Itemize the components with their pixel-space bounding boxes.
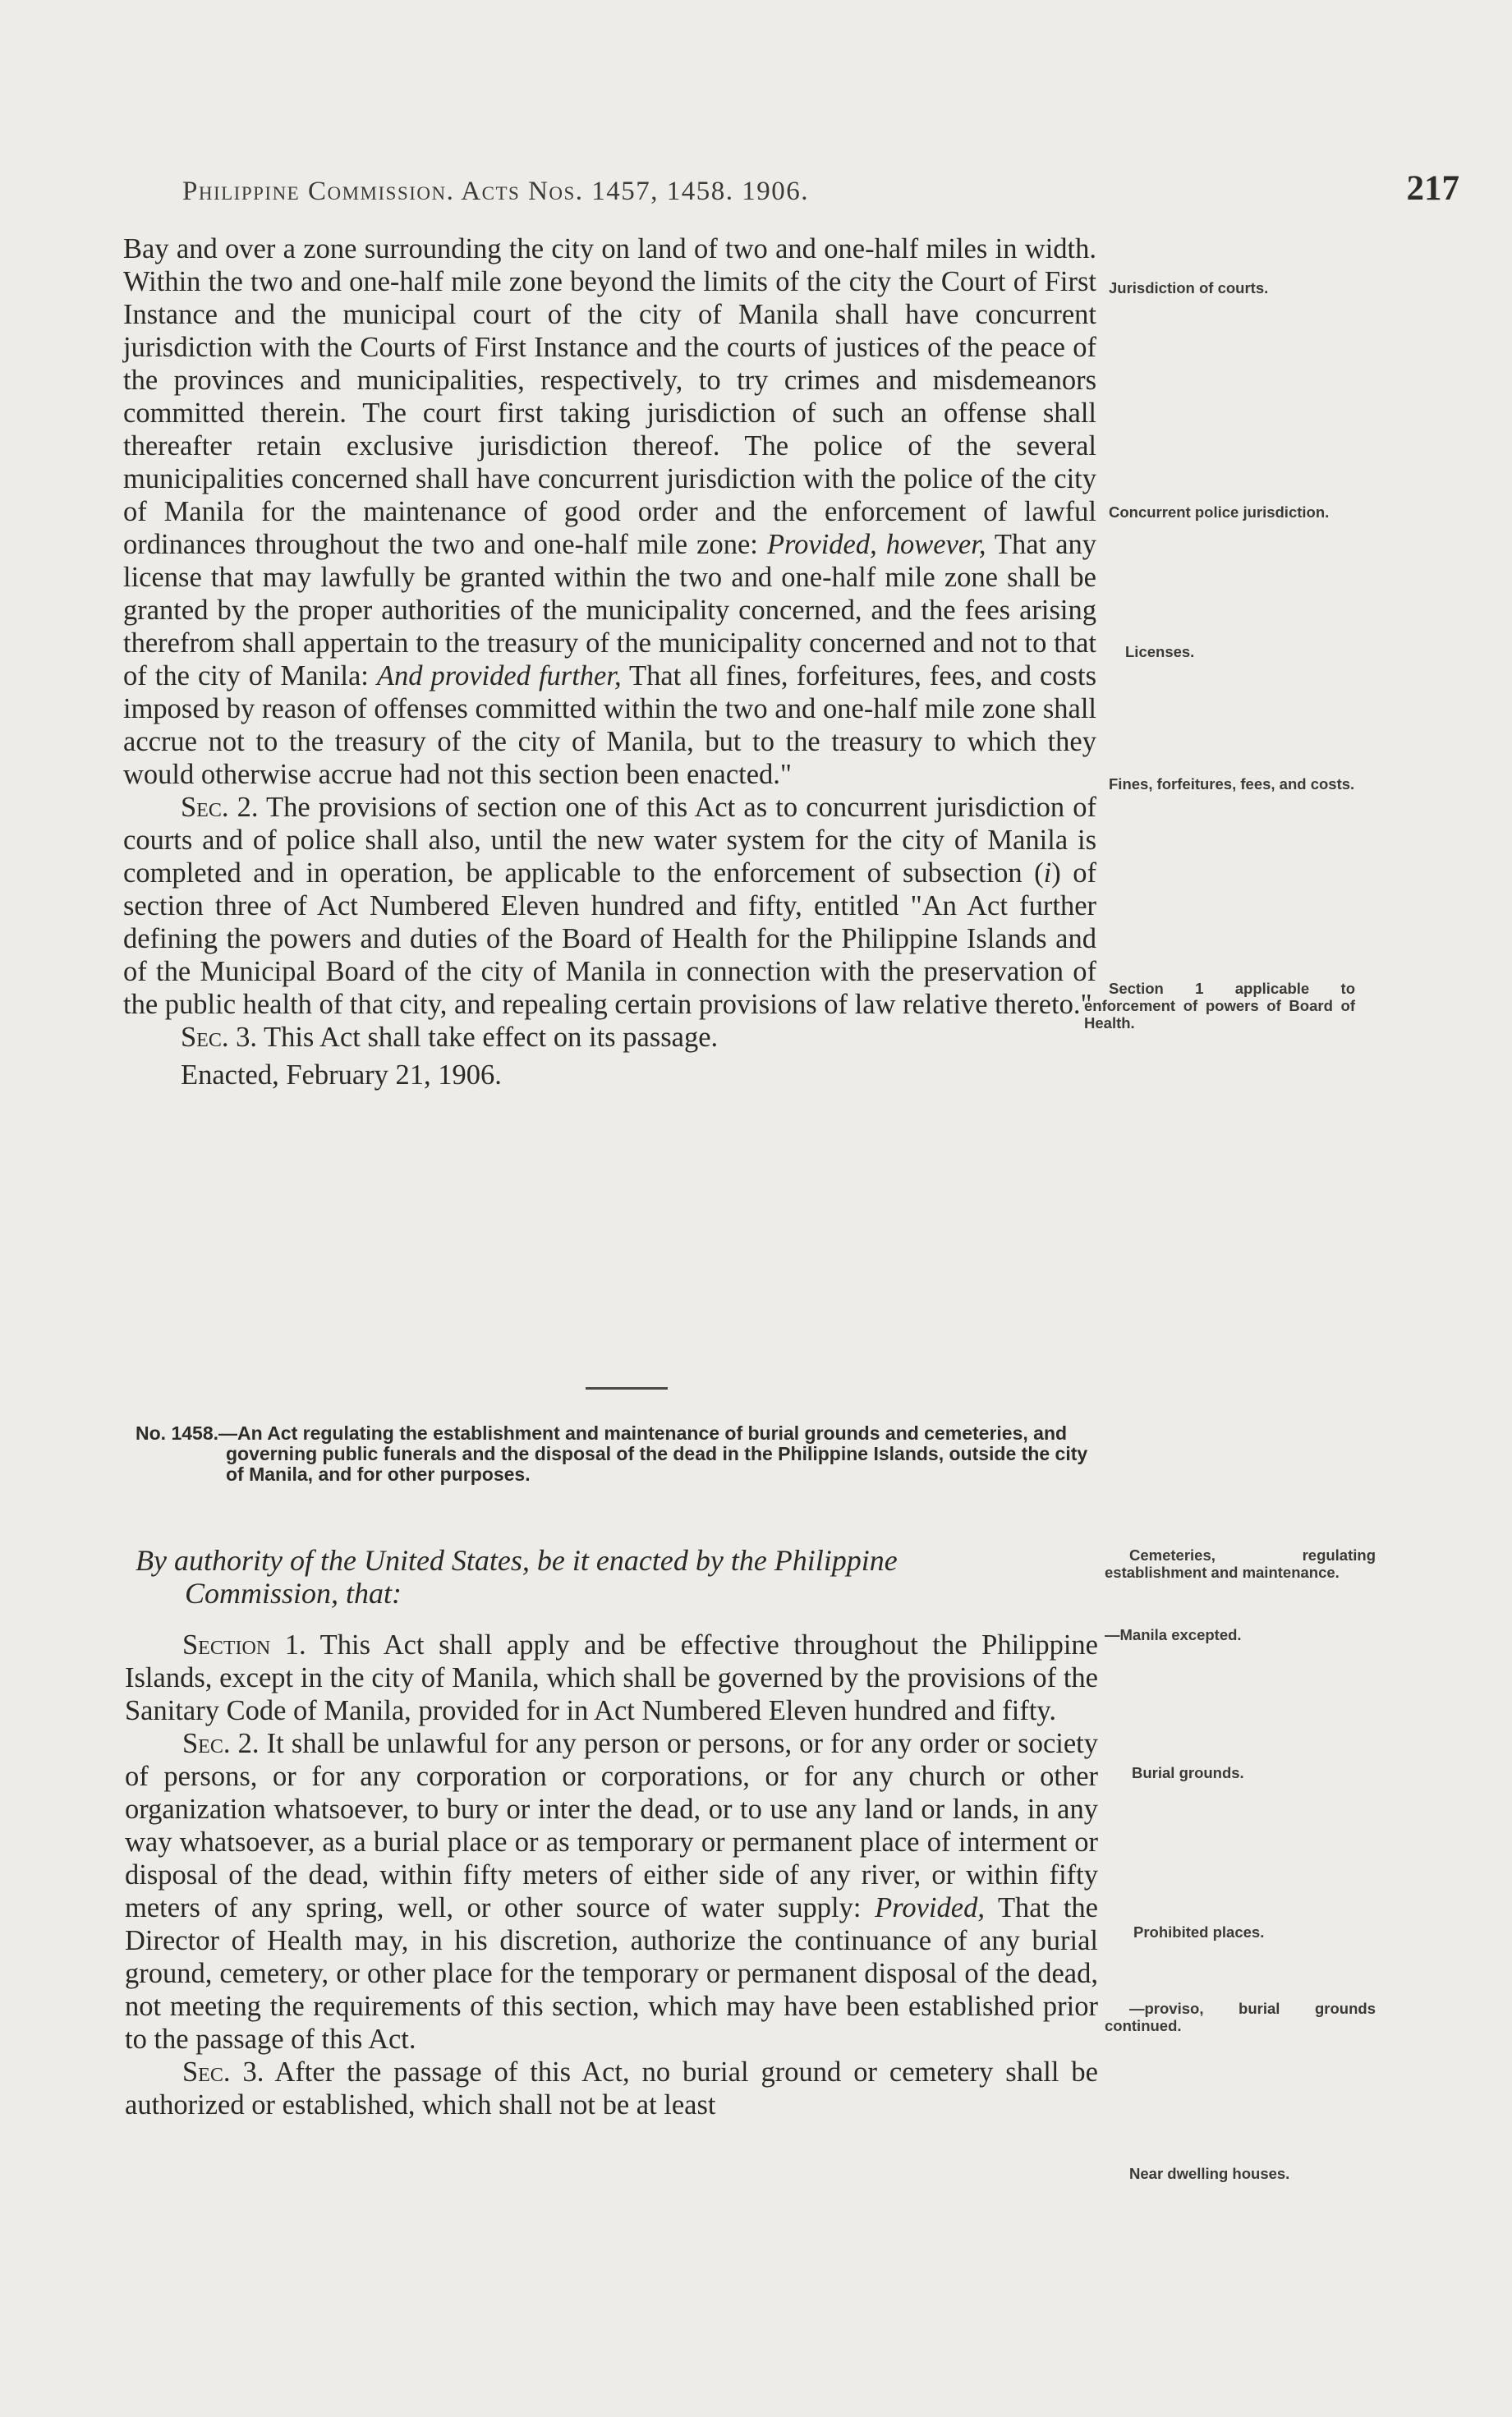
act-1457-continuation <box>123 232 1096 1091</box>
paragraph-act1458-section-1 <box>125 1629 1098 1727</box>
margin-note-manila-excepted: —Manila excepted. <box>1105 1626 1242 1643</box>
margin-note-licenses: Licenses. <box>1125 643 1195 660</box>
page-header <box>182 168 1459 218</box>
margin-note-cemeteries: Cemeteries, regulating establishment and maintenance. <box>1105 1546 1376 1581</box>
act-title-text: No. 1458.—An Act regulating the establishment and maintenance of burial grounds and cemeteries, and governing public funerals and the disposal of the dead in the Philippine Islands, outside the city of Manila, and for other purposes. <box>136 1422 1088 1485</box>
running-head: Philippine Commission. Acts Nos. 1457, 1458. 1906. <box>182 177 810 206</box>
act-1458-body <box>125 1629 1098 2121</box>
act-1458-title <box>136 1423 1096 1485</box>
margin-note-near-dwelling: Near dwelling houses. <box>1129 2165 1290 2182</box>
paragraph-section-2 <box>123 791 1096 1021</box>
para1-text-c: That all fines, forfeitures, fees, and costs imposed by reason of offenses committed within the two and one-half mile zone shall accrue not to the treasury of the city of Manila, but to the treasury to which they would otherwise accrue had not this section been enacted." <box>123 660 1096 790</box>
s2-text-a: It shall be unlawful for any person or persons, or for any order or society of persons, or for any corporation or corporations, or for any church or other organization whatsoever, to bury or inter the dead, or to use any land or lands, in any way whatsoever, as a burial place or as temporary or permanent place of interment or disposal of the dead, within fifty meters of either side of any river, or within fifty meters of any spring, well, or other source of water supply: <box>125 1728 1099 1923</box>
para1-text-b: That any license that may lawfully be granted within the two and one-half mile zone shall be granted by the proper authorities of the municipality concerned, and the fees arising therefrom shall appertain to the treasury of the municipality concerned and not to that of the city of Manila: <box>123 529 1097 692</box>
proviso: Provided, <box>875 1892 985 1923</box>
margin-note-burial-grounds: Burial grounds. <box>1132 1764 1244 1781</box>
margin-note-prohibited-places: Prohibited places. <box>1133 1923 1265 1941</box>
proviso-however: Provided, however, <box>766 529 986 560</box>
sec2-text-b: ) of section three of Act Numbered Eleven hundred and fifty, entitled "An Act further defining the powers and duties of the Board of Health for the Philippine Islands and of the Municipal Board of the city of Manila in connection with the preservation of the public health of that city, and repealing certain provisions of law relative thereto." <box>123 857 1096 1020</box>
enacted-date: Enacted, February 21, 1906. <box>181 1059 502 1091</box>
paragraph-section-3 <box>123 1021 1096 1054</box>
s3-text: After the passage of this Act, no burial ground or cemetery shall be authorized or established, which shall not be at least <box>125 2056 1098 2121</box>
paragraph-section-1-end <box>123 232 1096 791</box>
section-label: Sec. 3. <box>182 2056 264 2088</box>
section-label: Sec. 2. <box>181 792 259 823</box>
section-label: Sec. 3. <box>181 1022 257 1053</box>
enacting-clause <box>136 1544 1109 1610</box>
para1-text: Bay and over a zone surrounding the city on land of two and one-half miles in width. Within the two and one-half mile zone beyond the limits of the city the Court of First Instance and the municipal court of the city of Manila shall have concurrent jurisdiction with the Courts of First Instance and the courts of justices of the peace of the provinces and municipalities, respectively, to try crimes and misdemeanors committed therein. The court first taking jurisdiction of such an offense shall thereafter retain exclusive jurisdiction thereof. The police of the several municipalities concerned shall have concurrent jurisdiction with the police of the city of Manila for the maintenance of good order and the enforcement of lawful ordinances throughout the two and one-half mile zone: <box>123 233 1096 560</box>
proviso-further: And provided further, <box>376 660 622 692</box>
s2-text-b: That the Director of Health may, in his discretion, authorize the continuance of any burial ground, cemetery, or other place for the temporary or permanent disposal of the dead, not meeting the requirements of this section, which may have been established prior to the passage of this Act. <box>125 1892 1098 2055</box>
section-label: Sec. 2. <box>182 1728 260 1759</box>
margin-note-fines: Fines, forfeitures, fees, and costs. <box>1109 775 1355 793</box>
margin-note-police: Concurrent police jurisdiction. <box>1109 503 1330 521</box>
sec2-text-a: The provisions of section one of this Act as to concurrent jurisdiction of courts and of police shall also, until the new water system for the city of Manila is completed and in operation, be applicable to the enforcement of subsection ( <box>123 792 1096 889</box>
paragraph-act1458-section-3 <box>125 2056 1098 2121</box>
margin-note-jurisdiction: Jurisdiction of courts. <box>1109 279 1269 296</box>
sec3-text: This Act shall take effect on its passage. <box>264 1022 719 1053</box>
paragraph-act1458-section-2 <box>125 1727 1098 2056</box>
section-divider <box>586 1387 668 1390</box>
margin-note-proviso: —proviso, burial grounds continued. <box>1105 2000 1376 2034</box>
enacting-line-2: Commission, that: <box>185 1577 402 1610</box>
enacting-line-1: By authority of the United States, be it enacted by the Philippine <box>136 1544 898 1577</box>
s1-text: This Act shall apply and be effective throughout the Philippine Islands, except in the city of Manila, which shall be governed by the provisions of the Sanitary Code of Manila, provided for in Act Numbered Eleven hundred and fifty. <box>125 1629 1098 1726</box>
margin-note-section-1-applicable: Section 1 applicable to enforcement of powers of Board of Health. <box>1084 980 1355 1032</box>
section-label: Section 1. <box>182 1629 306 1661</box>
page-number: 217 <box>1406 169 1459 208</box>
subsection-letter: i <box>1043 857 1052 889</box>
